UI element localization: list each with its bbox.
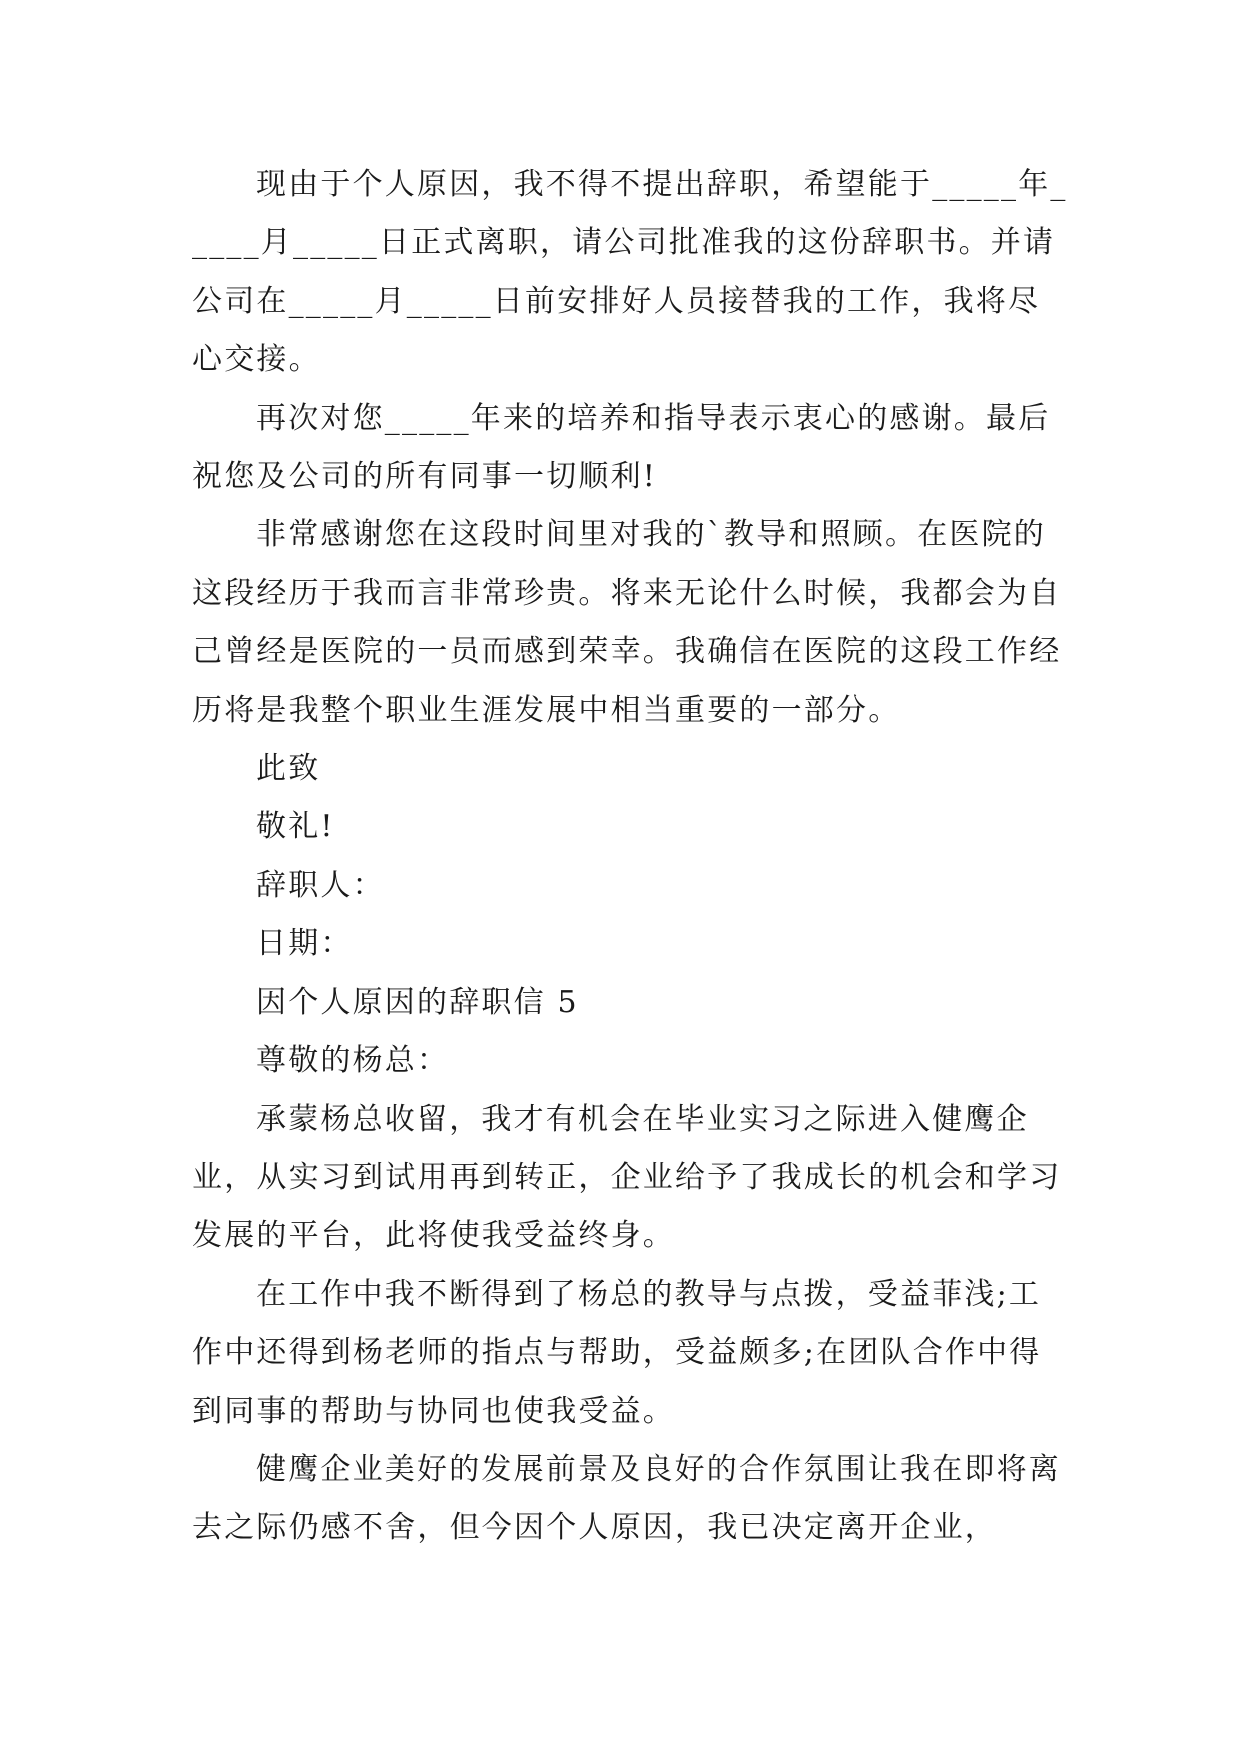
signature-date: 日期： <box>256 926 353 962</box>
closing-regards: 敬礼! <box>256 809 335 845</box>
paragraph-thanks: 再次对您_____年来的培养和指导表示衷心的感谢。最后祝您及公司的所有同事一切顺利! <box>192 400 1051 495</box>
paragraph-guidance: 在工作中我不断得到了杨总的教导与点拨，受益菲浅;工作中还得到杨老师的指点与帮助，受益颇多;在团队合作中得到同事的帮助与协同也使我受益。 <box>192 1276 1042 1429</box>
paragraph-resignation-request: 现由于个人原因，我不得不提出辞职，希望能于_____年_____月_____日正式离职，请公司批准我的这份辞职书。并请公司在_____月_____日前安排好人员接替我的工作，我将尽心交接。 <box>192 167 1068 378</box>
letter-greeting: 尊敬的杨总： <box>256 1043 450 1079</box>
document-body <box>192 156 1072 1558</box>
paragraph-gratitude-hospital: 非常感谢您在这段时间里对我的`教导和照顾。在医院的这段经历于我而言非常珍贵。将来无论什么时候，我都会为自己曾经是医院的一员而感到荣幸。我确信在医院的这段工作经历将是我整个职业生涯发展中相当重要的一部分。 <box>192 517 1062 728</box>
paragraph-internship: 承蒙杨总收留，我才有机会在毕业实习之际进入健鹰企业，从实习到试用再到转正，企业给予了我成长的机会和学习发展的平台，此将使我受益终身。 <box>192 1101 1062 1254</box>
closing-salutation: 此致 <box>256 751 321 787</box>
signature-resigner: 辞职人： <box>256 867 385 903</box>
paragraph-decision: 健鹰企业美好的发展前景及良好的合作氛围让我在即将离去之际仍感不舍，但今因个人原因，我已决定离开企业， <box>192 1451 1061 1546</box>
section-title: 因个人原因的辞职信 5 <box>256 984 579 1020</box>
